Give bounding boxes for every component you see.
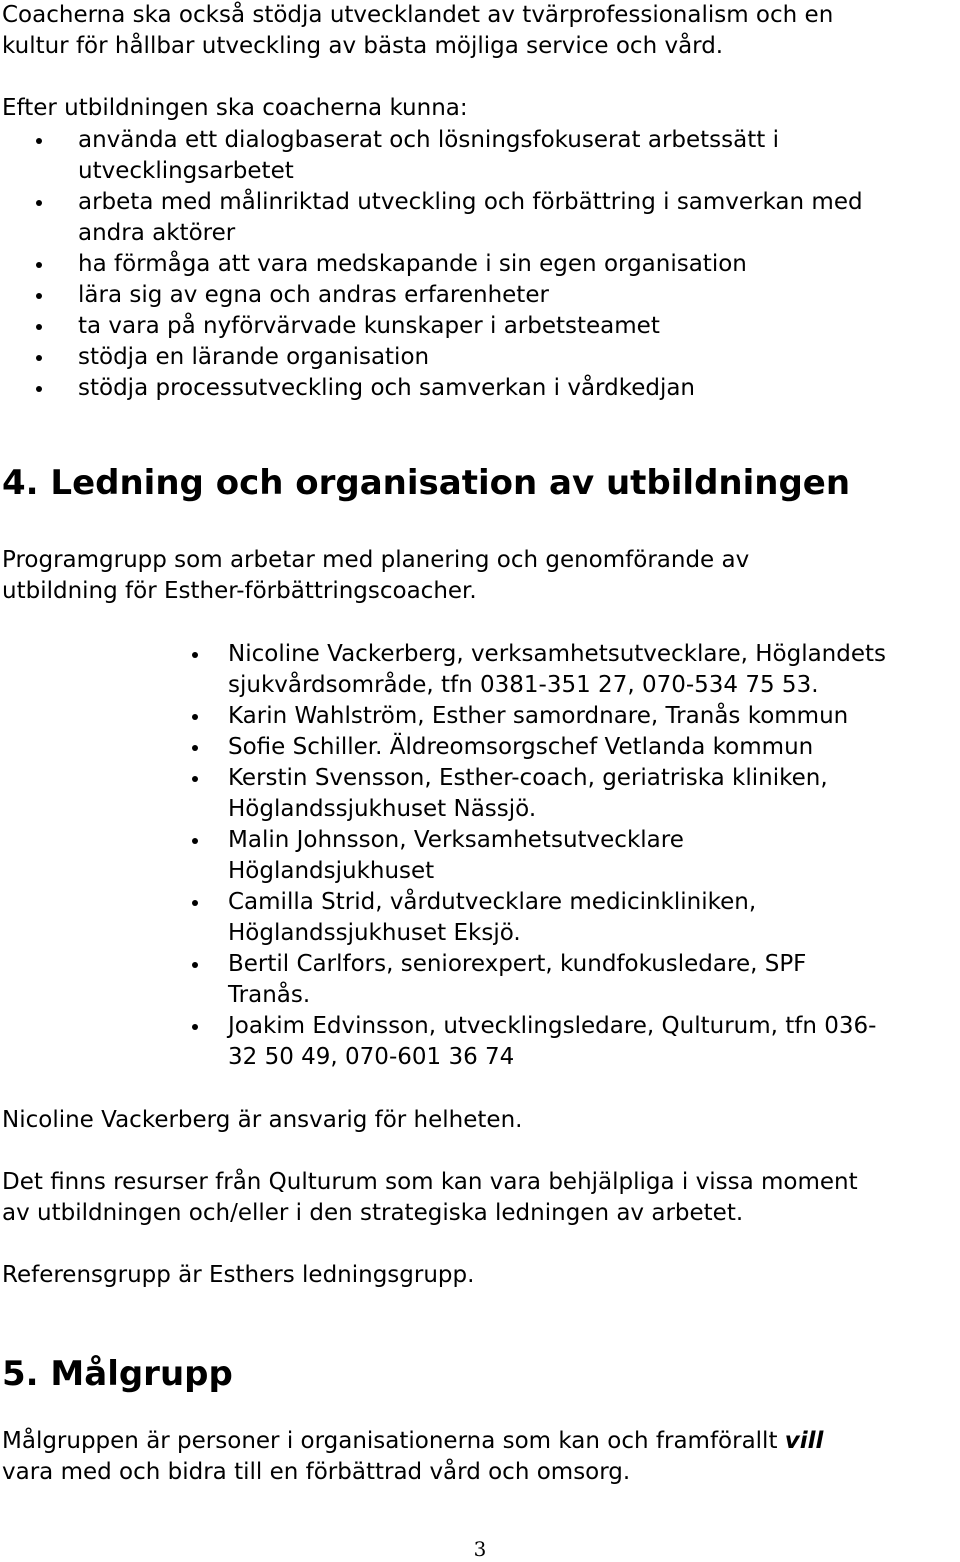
list-item: Malin Johnsson, Verksamhetsutvecklare Höglandsjukhuset <box>228 825 958 887</box>
list-item: ha förmåga att vara medskapande i sin egen organisation <box>78 249 958 280</box>
list-item: arbeta med målinriktad utveckling och förbättring i samverkan med andra aktörer <box>78 187 958 249</box>
list-item: Karin Wahlström, Esther samordnare, Tranås kommun <box>228 701 958 732</box>
list-item: Sofie Schiller. Äldreomsorgschef Vetlanda kommun <box>228 732 958 763</box>
bullet-icon <box>192 962 198 968</box>
bullet-icon <box>36 262 42 268</box>
bullet-icon <box>192 714 198 720</box>
reference-group-paragraph: Referensgrupp är Esthers ledningsgrupp. <box>2 1262 475 1288</box>
program-group-members-list <box>228 639 958 1073</box>
list-item: Kerstin Svensson, Esther-coach, geriatriska kliniken, Höglandssjukhuset Nässjö. <box>228 763 958 825</box>
intro-paragraph <box>2 0 957 62</box>
bullet-icon <box>192 1024 198 1030</box>
intro-line: Coacherna ska också stödja utvecklandet av tvärprofessionalism och en <box>2 2 834 28</box>
target-group-paragraph: Målgruppen är personer i organisationerna som kan och framförallt vill vara med och bidra till en förbättrad vård och omsorg. <box>2 1428 824 1485</box>
list-item: Nicoline Vackerberg, verksamhetsutvecklare, Höglandets sjukvårdsområde, tfn 0381-351 27, 070-534 75 53. <box>228 639 958 701</box>
section-heading: 5. Målgrupp <box>2 1354 233 1394</box>
bullet-icon <box>192 745 198 751</box>
bullet-icon <box>36 200 42 206</box>
list-item: stödja processutveckling och samverkan i vårdkedjan <box>78 373 958 404</box>
responsible-paragraph: Nicoline Vackerberg är ansvarig för helheten. <box>2 1107 523 1133</box>
emphasized-word: vill <box>784 1428 824 1454</box>
bullet-icon <box>36 293 42 299</box>
goals-list <box>78 125 958 404</box>
bullet-icon <box>192 776 198 782</box>
page-number: 3 <box>473 1537 487 1561</box>
bullet-icon <box>192 838 198 844</box>
section-heading: 4. Ledning och organisation av utbildningen <box>2 463 851 503</box>
bullet-icon <box>36 138 42 144</box>
list-item: Joakim Edvinsson, utvecklingsledare, Qulturum, tfn 036- 32 50 49, 070-601 36 74 <box>228 1011 958 1073</box>
bullet-icon <box>36 355 42 361</box>
resources-paragraph: Det finns resurser från Qulturum som kan vara behjälpliga i vissa moment av utbildningen och/eller i den strategiska ledningen av arbetet. <box>2 1169 858 1226</box>
bullet-icon <box>36 324 42 330</box>
list-item: Camilla Strid, vårdutvecklare medicinkliniken, Höglandssjukhuset Eksjö. <box>228 887 958 949</box>
bullet-icon <box>36 386 42 392</box>
bullet-icon <box>192 652 198 658</box>
list-item: använda ett dialogbaserat och lösningsfokuserat arbetssätt i utvecklingsarbetet <box>78 125 958 187</box>
bullet-icon <box>192 900 198 906</box>
list-item: ta vara på nyförvärvade kunskaper i arbetsteamet <box>78 311 958 342</box>
list-item: lära sig av egna och andras erfarenheter <box>78 280 958 311</box>
intro-line: kultur för hållbar utveckling av bästa möjliga service och vård. <box>2 33 724 59</box>
after-training-intro: Efter utbildningen ska coacherna kunna: <box>2 95 468 121</box>
program-group-paragraph: Programgrupp som arbetar med planering och genomförande av utbildning för Esther-förbättringscoacher. <box>2 547 750 604</box>
list-item: stödja en lärande organisation <box>78 342 958 373</box>
list-item: Bertil Carlfors, seniorexpert, kundfokusledare, SPF Tranås. <box>228 949 958 1011</box>
